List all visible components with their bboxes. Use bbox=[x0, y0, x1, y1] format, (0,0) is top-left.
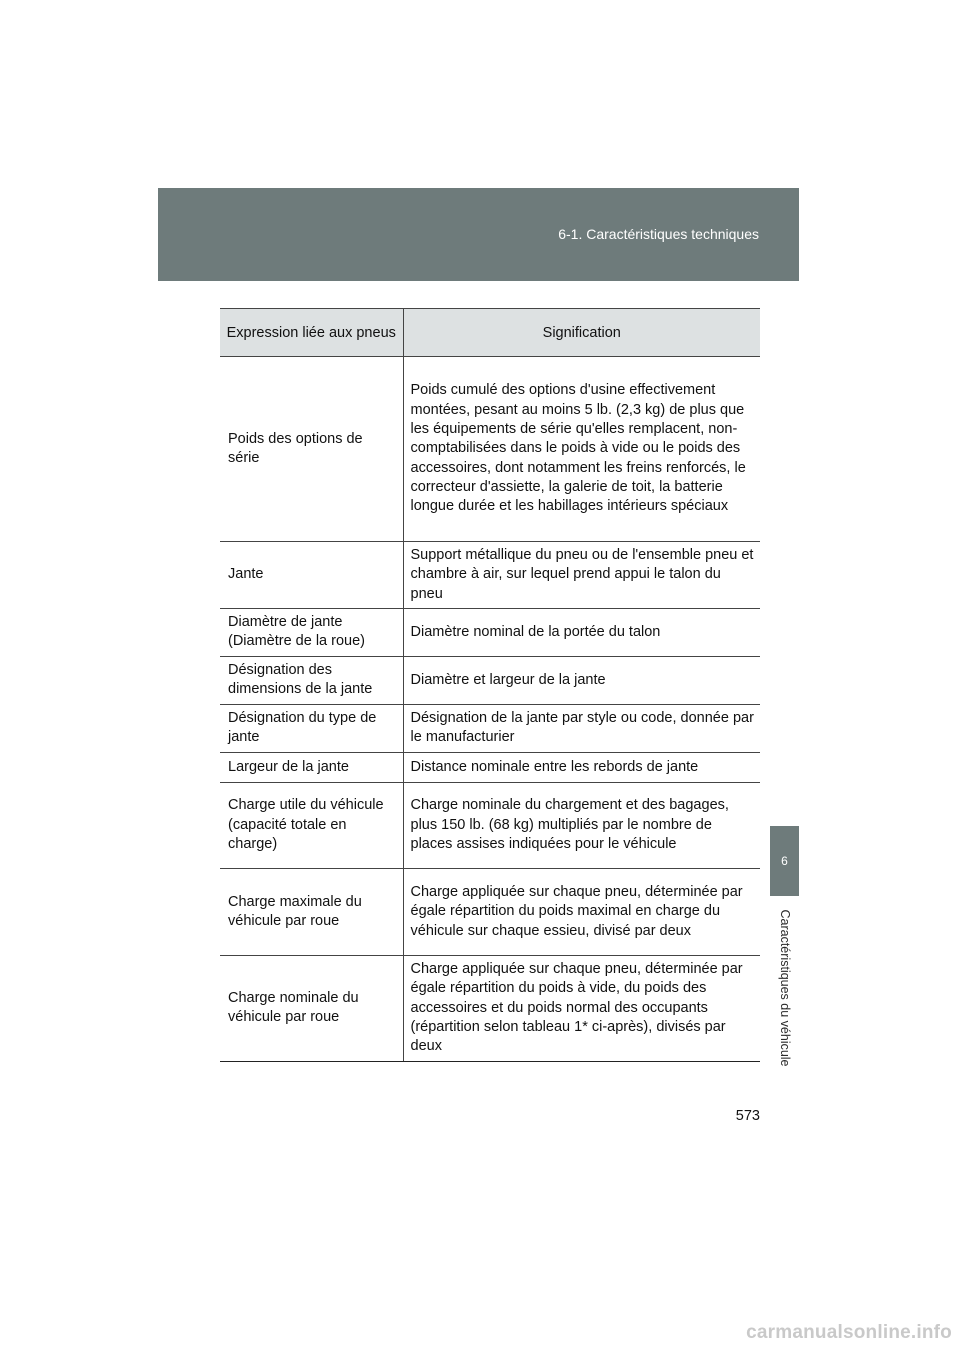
watermark-text: carmanualsonline.info bbox=[746, 1322, 952, 1343]
term-cell: Largeur de la jante bbox=[220, 752, 403, 782]
term-cell: Désignation des dimensions de la jante bbox=[220, 656, 403, 704]
tire-terms-table bbox=[220, 308, 760, 1062]
meaning-cell: Charge appliquée sur chaque pneu, déterminée par égale répartition du poids maximal en charge du véhicule sur chaque essieu, divisé par deux bbox=[403, 868, 760, 955]
meaning-cell: Poids cumulé des options d'usine effectivement montées, pesant au moins 5 lb. (2,3 kg) de plus que les équipements de série qu'elles remplacent, non-comptabilisées dans le poids à vide ou le poids des accessoires, dont notamment les freins renforcés, le correcteur d'assiette, la galerie de toit, la batterie longue durée et les habillages intérieurs spéciaux bbox=[403, 357, 760, 542]
table-row bbox=[220, 752, 760, 782]
column-header-meaning: Signification bbox=[403, 309, 760, 357]
section-title: 6-1. Caractéristiques techniques bbox=[558, 226, 759, 242]
meaning-cell: Charge appliquée sur chaque pneu, déterminée par égale répartition du poids à vide, du poids des accessoires et du poids normal des occupants (répartition selon tableau 1* ci-après), divisés par deux bbox=[403, 955, 760, 1061]
table-row bbox=[220, 608, 760, 656]
table-row bbox=[220, 782, 760, 868]
chapter-tab bbox=[770, 826, 799, 896]
meaning-cell: Diamètre nominal de la portée du talon bbox=[403, 608, 760, 656]
term-cell: Désignation du type de jante bbox=[220, 704, 403, 752]
meaning-cell: Support métallique du pneu ou de l'ensemble pneu et chambre à air, sur lequel prend appui le talon du pneu bbox=[403, 542, 760, 609]
term-cell: Charge nominale du véhicule par roue bbox=[220, 955, 403, 1061]
table-row bbox=[220, 656, 760, 704]
meaning-cell: Désignation de la jante par style ou code, donnée par le manufacturier bbox=[403, 704, 760, 752]
table-row bbox=[220, 357, 760, 542]
meaning-cell: Distance nominale entre les rebords de jante bbox=[403, 752, 760, 782]
meaning-cell: Charge nominale du chargement et des bagages, plus 150 lb. (68 kg) multipliés par le nombre de places assises indiquées pour le véhicule bbox=[403, 782, 760, 868]
table-header-row bbox=[220, 309, 760, 357]
table-row bbox=[220, 704, 760, 752]
term-cell: Charge maximale du véhicule par roue bbox=[220, 868, 403, 955]
chapter-label: Caractéristiques du véhicule bbox=[778, 909, 792, 1067]
term-cell: Diamètre de jante (Diamètre de la roue) bbox=[220, 608, 403, 656]
column-header-term: Expression liée aux pneus bbox=[220, 309, 403, 357]
page-number: 573 bbox=[735, 1108, 760, 1124]
term-cell: Poids des options de série bbox=[220, 357, 403, 542]
term-cell: Jante bbox=[220, 542, 403, 609]
table-row bbox=[220, 868, 760, 955]
section-header-band bbox=[158, 188, 799, 281]
term-cell: Charge utile du véhicule (capacité totale en charge) bbox=[220, 782, 403, 868]
table-row bbox=[220, 542, 760, 609]
chapter-number: 6 bbox=[781, 854, 788, 868]
meaning-cell: Diamètre et largeur de la jante bbox=[403, 656, 760, 704]
table-row bbox=[220, 955, 760, 1061]
